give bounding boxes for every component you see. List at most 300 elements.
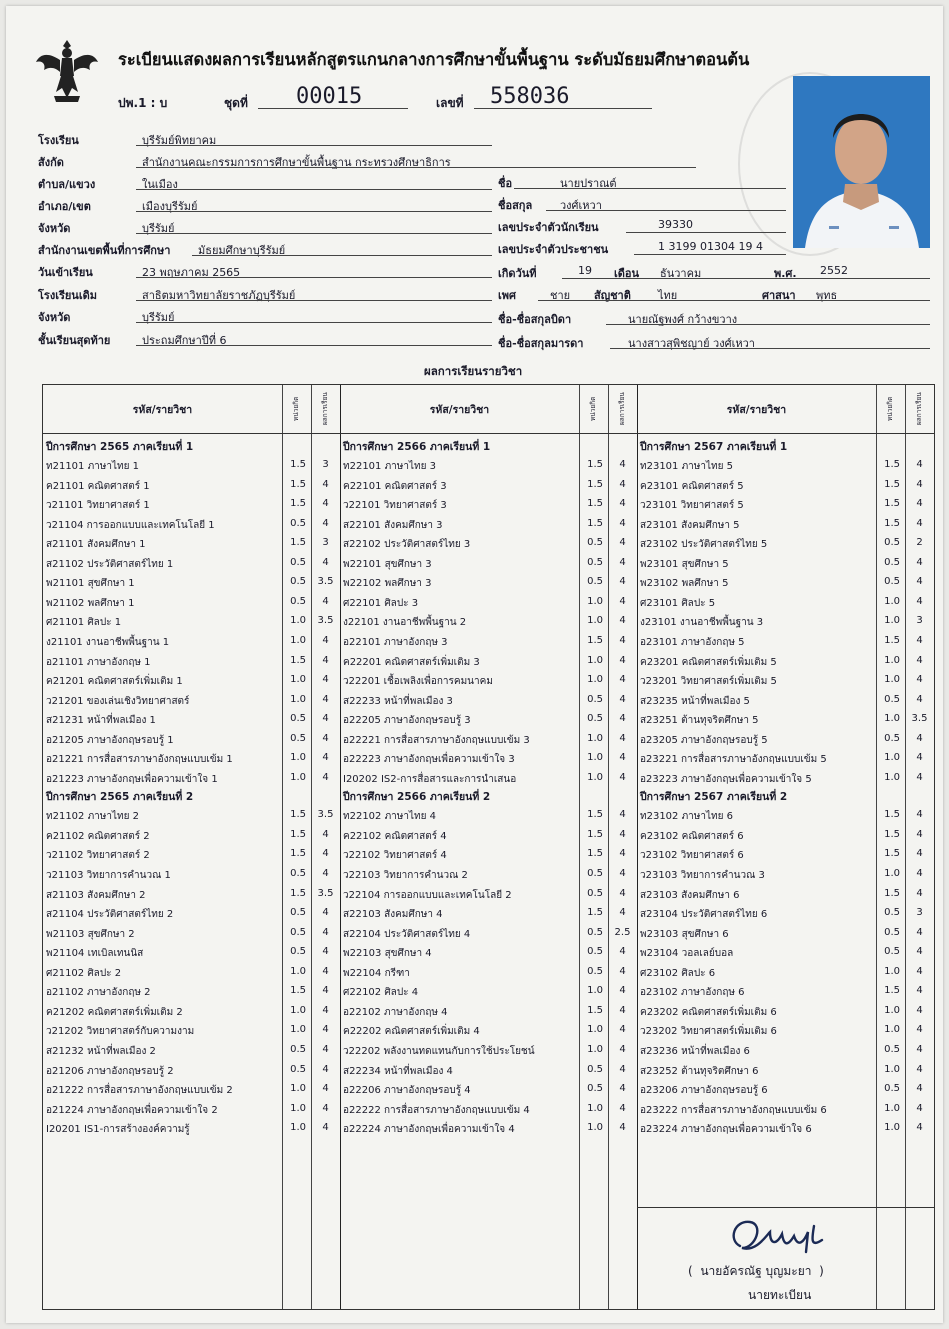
grade-value: 4 bbox=[916, 1063, 923, 1075]
info-label: อำเภอ/เขต bbox=[38, 200, 91, 213]
grade-value: 4 bbox=[619, 1083, 626, 1095]
subject-name: ว22102 วิทยาศาสตร์ 4 bbox=[343, 850, 447, 862]
credit-value: 0.5 bbox=[290, 732, 306, 744]
table-row bbox=[637, 573, 934, 592]
info-value: สาธิตมหาวิทยาลัยราชภัฏบุรีรัมย์ bbox=[142, 289, 296, 302]
grade-value: 4 bbox=[322, 1102, 329, 1114]
subject-name: I20201 IS1-การสร้างองค์ความรู้ bbox=[46, 1124, 190, 1136]
document-title: ระเบียนแสดงผลการเรียนหลักสูตรแกนกลางการศึกษาขั้นพื้นฐาน ระดับมัธยมศึกษาตอนต้น bbox=[118, 50, 750, 69]
document-number: 558036 bbox=[490, 84, 570, 109]
subject-name: ศ23102 ศิลปะ 6 bbox=[640, 967, 716, 979]
subject-name: อ21224 ภาษาอังกฤษเพื่อความเข้าใจ 2 bbox=[46, 1104, 218, 1116]
number-underline bbox=[474, 108, 652, 109]
grade-value: 4 bbox=[619, 887, 626, 899]
info-value: บุรีรัมย์พิทยาคม bbox=[142, 134, 217, 147]
table-row bbox=[637, 691, 934, 710]
grade-value: 4 bbox=[619, 907, 626, 919]
table-row bbox=[43, 515, 340, 534]
subject-name: ศ23101 ศิลปะ 5 bbox=[640, 597, 716, 609]
subject-name: อ23223 ภาษาอังกฤษเพื่อความเข้าใจ 5 bbox=[640, 773, 812, 785]
credit-value: 1.5 bbox=[587, 517, 603, 529]
subject-name: ส23103 สังคมศึกษา 6 bbox=[640, 889, 740, 901]
info-label: โรงเรียนเดิม bbox=[38, 289, 97, 302]
grade-value: 4 bbox=[619, 809, 626, 821]
subject-name: ค21101 คณิตศาสตร์ 1 bbox=[46, 480, 150, 492]
header-credits: หน่วยกิต bbox=[589, 396, 597, 422]
credit-value: 1.0 bbox=[290, 1122, 306, 1134]
info-value: สำนักงานคณะกรรมการการศึกษาขั้นพื้นฐาน กระทรวงศึกษาธิการ bbox=[142, 156, 451, 169]
subject-name: ท23102 ภาษาไทย 6 bbox=[640, 811, 734, 823]
credit-value: 1.5 bbox=[587, 828, 603, 840]
credit-value: 1.0 bbox=[587, 615, 603, 627]
credit-value: 0.5 bbox=[290, 907, 306, 919]
credit-value: 0.5 bbox=[290, 713, 306, 725]
registrar-signature-block bbox=[636, 1206, 932, 1308]
table-row bbox=[340, 710, 637, 729]
info-underline bbox=[136, 300, 492, 301]
info-underline bbox=[136, 322, 492, 323]
grade-value: 4 bbox=[619, 478, 626, 490]
credit-value: 1.5 bbox=[290, 887, 306, 899]
grade-value: 4 bbox=[916, 498, 923, 510]
grade-value: 4 bbox=[916, 752, 923, 764]
info-underline bbox=[136, 345, 492, 346]
table-row bbox=[340, 1002, 637, 1021]
subject-name: พ22101 สุขศึกษา 3 bbox=[343, 558, 432, 570]
credit-value: 1.5 bbox=[884, 887, 900, 899]
subject-name: อ23102 ภาษาอังกฤษ 6 bbox=[640, 987, 745, 999]
subject-name: ว23103 วิทยาการคำนวณ 3 bbox=[640, 870, 765, 881]
grade-value: 4 bbox=[619, 556, 626, 568]
credit-value: 1.0 bbox=[290, 1024, 306, 1036]
credit-value: 1.0 bbox=[290, 965, 306, 977]
birth-day: 19 bbox=[578, 264, 592, 277]
father-underline bbox=[606, 324, 930, 325]
credit-value: 0.5 bbox=[884, 926, 900, 938]
credit-value: 0.5 bbox=[587, 946, 603, 958]
credit-value: 1.0 bbox=[884, 674, 900, 686]
birth-underline bbox=[562, 278, 930, 279]
credit-value: 0.5 bbox=[587, 887, 603, 899]
grade-value: 4 bbox=[322, 848, 329, 860]
table-row bbox=[637, 943, 934, 962]
subject-name: ว21101 วิทยาศาสตร์ 1 bbox=[46, 500, 150, 512]
credit-value: 0.5 bbox=[290, 1043, 306, 1055]
table-row bbox=[637, 1002, 934, 1021]
grade-value: 4 bbox=[916, 848, 923, 860]
table-row bbox=[637, 826, 934, 845]
subject-name: ว22201 เชื้อเพลิงเพื่อการคมนาคม bbox=[343, 676, 493, 688]
credit-value: 1.5 bbox=[290, 848, 306, 860]
grade-value: 4 bbox=[619, 654, 626, 666]
table-row bbox=[43, 924, 340, 943]
info-value: 23 พฤษภาคม 2565 bbox=[142, 266, 241, 279]
table-row bbox=[43, 1061, 340, 1080]
subject-name: อ23222 การสื่อสารภาษาอังกฤษแบบเข้ม 6 bbox=[640, 1104, 827, 1116]
header-subject: รหัส/รายวิชา bbox=[429, 403, 490, 416]
credit-value: 1.0 bbox=[290, 752, 306, 764]
subject-name: ว23101 วิทยาศาสตร์ 5 bbox=[640, 500, 744, 512]
subject-name: ว22202 พลังงานทดแทนกับการใช้ประโยชน์ bbox=[343, 1045, 535, 1057]
school-info-row bbox=[38, 308, 175, 326]
grade-value: 4 bbox=[322, 907, 329, 919]
table-row bbox=[637, 885, 934, 904]
subject-name: อ22206 ภาษาอังกฤษรอบรู้ 4 bbox=[343, 1085, 471, 1097]
school-info-row bbox=[38, 219, 175, 237]
credit-value: 1.5 bbox=[884, 498, 900, 510]
table-row bbox=[637, 749, 934, 768]
info-underline bbox=[136, 211, 492, 212]
credit-value: 1.5 bbox=[884, 634, 900, 646]
subject-name: พ23104 วอลเลย์บอล bbox=[640, 948, 734, 960]
table-row bbox=[43, 730, 340, 749]
grade-value: 4 bbox=[322, 713, 329, 725]
subject-name: ว21202 วิทยาศาสตร์กับความงาม bbox=[46, 1026, 195, 1038]
student-id-row: เลขประจำตัวนักเรียน 39330 bbox=[498, 218, 693, 234]
portrait-image bbox=[793, 76, 930, 248]
subject-name: พ22103 สุขศึกษา 4 bbox=[343, 948, 432, 960]
grade-value: 4 bbox=[322, 674, 329, 686]
credit-value: 0.5 bbox=[884, 732, 900, 744]
credit-value: 1.0 bbox=[884, 868, 900, 879]
info-value: ในเมือง bbox=[142, 178, 178, 191]
school-info-row bbox=[38, 263, 241, 281]
info-underline bbox=[136, 167, 696, 168]
table-row bbox=[43, 943, 340, 962]
credit-value: 1.5 bbox=[884, 459, 900, 470]
subject-name: ส22103 สังคมศึกษา 4 bbox=[343, 909, 443, 921]
table-row bbox=[43, 456, 340, 475]
grade-value: 4 bbox=[916, 868, 923, 879]
table-row bbox=[637, 495, 934, 514]
table-row bbox=[637, 865, 934, 884]
grade-value: 4 bbox=[322, 771, 329, 783]
header-subject: รหัส/รายวิชา bbox=[132, 403, 193, 416]
table-row bbox=[637, 554, 934, 573]
grade-value: 4 bbox=[916, 1083, 923, 1095]
table-row bbox=[637, 845, 934, 864]
term-heading: ปีการศึกษา 2566 ภาคเรียนที่ 2 bbox=[343, 791, 491, 804]
grade-value: 3.5 bbox=[911, 713, 928, 725]
grade-value: 4 bbox=[322, 693, 329, 705]
subject-name: ง21101 งานอาชีพพื้นฐาน 1 bbox=[46, 636, 170, 648]
grade-value: 4 bbox=[619, 1004, 626, 1016]
grade-value: 4 bbox=[619, 693, 626, 705]
credit-value: 1.5 bbox=[884, 517, 900, 529]
table-row bbox=[43, 749, 340, 768]
subject-name: ท22102 ภาษาไทย 4 bbox=[343, 811, 437, 823]
subject-name: ค22201 คณิตศาสตร์เพิ่มเติม 3 bbox=[343, 656, 480, 668]
table-row bbox=[43, 534, 340, 553]
grade-value: 3 bbox=[322, 537, 329, 549]
table-row bbox=[340, 845, 637, 864]
grade-value: 4 bbox=[619, 1043, 626, 1055]
credit-value: 0.5 bbox=[587, 926, 603, 938]
section-title: ผลการเรียนรายวิชา bbox=[424, 364, 523, 378]
table-row bbox=[637, 1021, 934, 1040]
term-heading: ปีการศึกษา 2565 ภาคเรียนที่ 2 bbox=[46, 791, 194, 804]
grade-value: 4 bbox=[322, 556, 329, 568]
subject-name: พ23103 สุขศึกษา 6 bbox=[640, 928, 729, 940]
table-row bbox=[340, 769, 637, 788]
credit-value: 1.0 bbox=[884, 1063, 900, 1075]
grade-value: 3 bbox=[916, 907, 923, 919]
subject-name: ส23251 ต้านทุจริตศึกษา 5 bbox=[640, 715, 759, 727]
table-row bbox=[43, 612, 340, 631]
grade-value: 4 bbox=[916, 887, 923, 899]
table-row bbox=[637, 1041, 934, 1060]
grade-value: 4 bbox=[619, 498, 626, 510]
credit-value: 1.0 bbox=[587, 1024, 603, 1036]
credit-value: 1.5 bbox=[587, 848, 603, 860]
grade-value: 4 bbox=[916, 809, 923, 821]
credit-value: 1.0 bbox=[884, 713, 900, 725]
school-info-row bbox=[38, 131, 217, 149]
grade-value: 4 bbox=[322, 634, 329, 646]
credit-value: 1.0 bbox=[884, 1122, 900, 1134]
table-row bbox=[340, 476, 637, 495]
credit-value: 1.0 bbox=[884, 1102, 900, 1114]
info-underline bbox=[136, 233, 492, 234]
set-underline bbox=[258, 108, 408, 109]
subject-name: อ23205 ภาษาอังกฤษรอบรู้ 5 bbox=[640, 734, 768, 746]
mother-underline bbox=[610, 348, 930, 349]
term-heading: ปีการศึกษา 2567 ภาคเรียนที่ 1 bbox=[640, 441, 788, 453]
table-row bbox=[340, 730, 637, 749]
sex-underline bbox=[538, 300, 930, 301]
table-row bbox=[43, 652, 340, 671]
grade-value: 4 bbox=[619, 634, 626, 646]
set-label: ชุดที่ bbox=[224, 96, 248, 110]
credit-value: 1.0 bbox=[884, 771, 900, 783]
father-row: ชื่อ-ชื่อสกุลบิดา นายณัฐพงศ์ กว้างขวาง bbox=[498, 310, 571, 328]
info-value: บุรีรัมย์ bbox=[142, 222, 175, 235]
subject-name: อ21223 ภาษาอังกฤษเพื่อความเข้าใจ 1 bbox=[46, 773, 218, 785]
subject-name: ว23102 วิทยาศาสตร์ 6 bbox=[640, 850, 744, 862]
table-row bbox=[43, 495, 340, 514]
credit-value: 1.0 bbox=[884, 615, 900, 627]
credit-value: 1.0 bbox=[884, 752, 900, 764]
subject-name: ว23201 วิทยาศาสตร์เพิ่มเติม 5 bbox=[640, 676, 777, 688]
mother-name: นางสาวสุพิชญาย์ วงศ์เหวา bbox=[628, 337, 755, 350]
credit-value: 1.0 bbox=[290, 693, 306, 705]
header-credits: หน่วยกิต bbox=[292, 396, 300, 422]
subject-name: พ21102 พลศึกษา 1 bbox=[46, 597, 135, 609]
grade-value: 4 bbox=[619, 615, 626, 627]
table-row bbox=[340, 904, 637, 923]
credit-value: 1.0 bbox=[884, 595, 900, 607]
subject-name: ว22104 การออกแบบและเทคโนโลยี 2 bbox=[343, 889, 512, 901]
credit-value: 1.0 bbox=[587, 595, 603, 607]
subject-name: ศ21101 ศิลปะ 1 bbox=[46, 617, 122, 629]
table-row bbox=[43, 885, 340, 904]
citizen-id-underline bbox=[634, 254, 786, 255]
table-row bbox=[43, 1119, 340, 1138]
table-row bbox=[340, 806, 637, 825]
subject-name: อ22223 ภาษาอังกฤษเพื่อความเข้าใจ 3 bbox=[343, 754, 515, 766]
table-row bbox=[637, 806, 934, 825]
subject-name: ค23102 คณิตศาสตร์ 6 bbox=[640, 830, 744, 842]
credit-value: 0.5 bbox=[290, 556, 306, 568]
grade-value: 4 bbox=[916, 771, 923, 783]
info-value: ประถมศึกษาปีที่ 6 bbox=[142, 334, 227, 347]
grade-value: 4 bbox=[916, 1004, 923, 1016]
subject-name: อ22102 ภาษาอังกฤษ 4 bbox=[343, 1006, 448, 1018]
grade-value: 4 bbox=[619, 713, 626, 725]
table-row bbox=[340, 1061, 637, 1080]
subject-name: ส21232 หน้าที่พลเมือง 2 bbox=[46, 1045, 156, 1057]
garuda-emblem-icon bbox=[34, 36, 100, 106]
credit-value: 1.0 bbox=[884, 965, 900, 977]
grade-value: 4 bbox=[916, 478, 923, 490]
grade-value: 4 bbox=[322, 985, 329, 997]
table-row bbox=[43, 904, 340, 923]
table-row bbox=[340, 671, 637, 690]
credit-value: 1.0 bbox=[290, 771, 306, 783]
subject-name: ง23101 งานอาชีพพื้นฐาน 3 bbox=[640, 617, 764, 629]
credit-value: 0.5 bbox=[587, 576, 603, 588]
grade-value: 4 bbox=[619, 868, 626, 879]
transcript-page bbox=[6, 6, 943, 1323]
credit-value: 0.5 bbox=[290, 1063, 306, 1075]
table-row bbox=[43, 573, 340, 592]
grade-value: 4 bbox=[916, 965, 923, 977]
table-row bbox=[43, 1100, 340, 1119]
subject-name: ส22102 ประวัติศาสตร์ไทย 3 bbox=[343, 539, 471, 551]
grade-value: 2 bbox=[916, 537, 923, 549]
subject-name: อ22224 ภาษาอังกฤษเพื่อความเข้าใจ 4 bbox=[343, 1124, 515, 1136]
grade-value: 3.5 bbox=[317, 887, 334, 899]
header-subject: รหัส/รายวิชา bbox=[726, 403, 787, 416]
table-row bbox=[637, 1119, 934, 1138]
credit-value: 0.5 bbox=[884, 946, 900, 958]
grade-value: 4 bbox=[916, 946, 923, 958]
table-row bbox=[340, 1119, 637, 1138]
grade-value: 4 bbox=[322, 752, 329, 764]
credit-value: 0.5 bbox=[587, 713, 603, 725]
credit-value: 1.5 bbox=[884, 848, 900, 860]
credit-value: 1.5 bbox=[587, 478, 603, 490]
number-label: เลขที่ bbox=[436, 96, 464, 110]
table-row bbox=[43, 845, 340, 864]
credit-value: 0.5 bbox=[884, 693, 900, 705]
subject-name: ส23252 ต้านทุจริตศึกษา 6 bbox=[640, 1065, 759, 1077]
grade-value: 4 bbox=[916, 1024, 923, 1036]
subject-name: ส22104 ประวัติศาสตร์ไทย 4 bbox=[343, 928, 471, 940]
table-row bbox=[340, 495, 637, 514]
table-row bbox=[340, 554, 637, 573]
subject-name: I20202 IS2-การสื่อสารและการนำเสนอ bbox=[343, 773, 517, 785]
grade-value: 4 bbox=[916, 634, 923, 646]
grade-value: 4 bbox=[619, 965, 626, 977]
credit-value: 1.5 bbox=[290, 478, 306, 490]
surname-underline bbox=[546, 210, 786, 211]
header-grade: ผลการเรียน bbox=[321, 392, 329, 426]
subject-name: ค23101 คณิตศาสตร์ 5 bbox=[640, 480, 744, 492]
grade-value: 4 bbox=[322, 478, 329, 490]
info-value: มัธยมศึกษาบุรีรัมย์ bbox=[198, 244, 286, 257]
subject-name: อ21222 การสื่อสารภาษาอังกฤษแบบเข้ม 2 bbox=[46, 1085, 233, 1097]
term-heading: ปีการศึกษา 2567 ภาคเรียนที่ 2 bbox=[640, 791, 788, 804]
info-underline bbox=[136, 145, 492, 146]
info-value: บุรีรัมย์ bbox=[142, 311, 175, 324]
subject-name: ค23201 คณิตศาสตร์เพิ่มเติม 5 bbox=[640, 656, 777, 668]
subject-name: อ21205 ภาษาอังกฤษรอบรู้ 1 bbox=[46, 734, 174, 746]
subject-name: ศ22101 ศิลปะ 3 bbox=[343, 597, 419, 609]
table-row bbox=[43, 554, 340, 573]
grade-value: 4 bbox=[619, 828, 626, 840]
table-row bbox=[637, 593, 934, 612]
grade-value: 4 bbox=[619, 946, 626, 958]
signature-image bbox=[726, 1212, 866, 1260]
student-id-underline bbox=[626, 232, 786, 233]
subject-name: ส23235 หน้าที่พลเมือง 5 bbox=[640, 695, 750, 707]
subject-name: อ23224 ภาษาอังกฤษเพื่อความเข้าใจ 6 bbox=[640, 1124, 812, 1136]
credit-value: 1.0 bbox=[884, 1024, 900, 1036]
credit-value: 0.5 bbox=[884, 537, 900, 549]
subject-name: ว22103 วิทยาการคำนวณ 2 bbox=[343, 870, 468, 881]
grade-value: 4 bbox=[619, 732, 626, 744]
info-label: ชั้นเรียนสุดท้าย bbox=[38, 334, 111, 347]
header-credits: หน่วยกิต bbox=[886, 396, 894, 422]
grade-value: 4 bbox=[619, 576, 626, 588]
credit-value: 1.5 bbox=[884, 828, 900, 840]
credit-value: 0.5 bbox=[290, 868, 306, 879]
table-row bbox=[637, 963, 934, 982]
grade-value: 4 bbox=[322, 868, 329, 879]
info-underline bbox=[192, 255, 492, 256]
info-label: วันเข้าเรียน bbox=[38, 266, 93, 279]
credit-value: 0.5 bbox=[587, 556, 603, 568]
table-row bbox=[340, 1041, 637, 1060]
grade-value: 4 bbox=[619, 752, 626, 764]
table-row bbox=[43, 691, 340, 710]
credit-value: 1.0 bbox=[587, 771, 603, 783]
table-row bbox=[637, 476, 934, 495]
info-value: เมืองบุรีรัมย์ bbox=[142, 200, 198, 213]
registrar-name: นายอัครณัฐ บุญมะยา bbox=[700, 1264, 812, 1278]
grade-value: 4 bbox=[619, 459, 626, 470]
grade-value: 4 bbox=[619, 537, 626, 549]
subject-name: ส22234 หน้าที่พลเมือง 4 bbox=[343, 1065, 453, 1077]
table-row bbox=[637, 1100, 934, 1119]
credit-value: 1.5 bbox=[884, 478, 900, 490]
table-row bbox=[637, 456, 934, 475]
credit-value: 0.5 bbox=[884, 576, 900, 588]
name-row: ชื่อ นายปราณต์ bbox=[498, 174, 512, 192]
table-row bbox=[340, 1021, 637, 1040]
table-row bbox=[340, 534, 637, 553]
credit-value: 0.5 bbox=[290, 576, 306, 588]
credit-value: 1.0 bbox=[587, 654, 603, 666]
table-row bbox=[340, 691, 637, 710]
credit-value: 1.5 bbox=[290, 809, 306, 821]
grade-value: 4 bbox=[619, 1122, 626, 1134]
school-info-row bbox=[38, 175, 178, 193]
header-grade: ผลการเรียน bbox=[618, 392, 626, 426]
grade-value: 4 bbox=[619, 674, 626, 686]
grade-value: 4 bbox=[322, 1083, 329, 1095]
grade-value: 4 bbox=[619, 1063, 626, 1075]
subject-name: อ21101 ภาษาอังกฤษ 1 bbox=[46, 656, 151, 668]
credit-value: 0.5 bbox=[290, 926, 306, 938]
table-row bbox=[637, 671, 934, 690]
set-number: 00015 bbox=[296, 84, 363, 109]
registrar-name-line: ( นายอัครณัฐ บุญมะยา ) bbox=[688, 1264, 824, 1278]
birth-year: 2552 bbox=[820, 264, 848, 277]
subject-name: พ22102 พลศึกษา 3 bbox=[343, 578, 432, 590]
credit-value: 1.0 bbox=[290, 674, 306, 686]
